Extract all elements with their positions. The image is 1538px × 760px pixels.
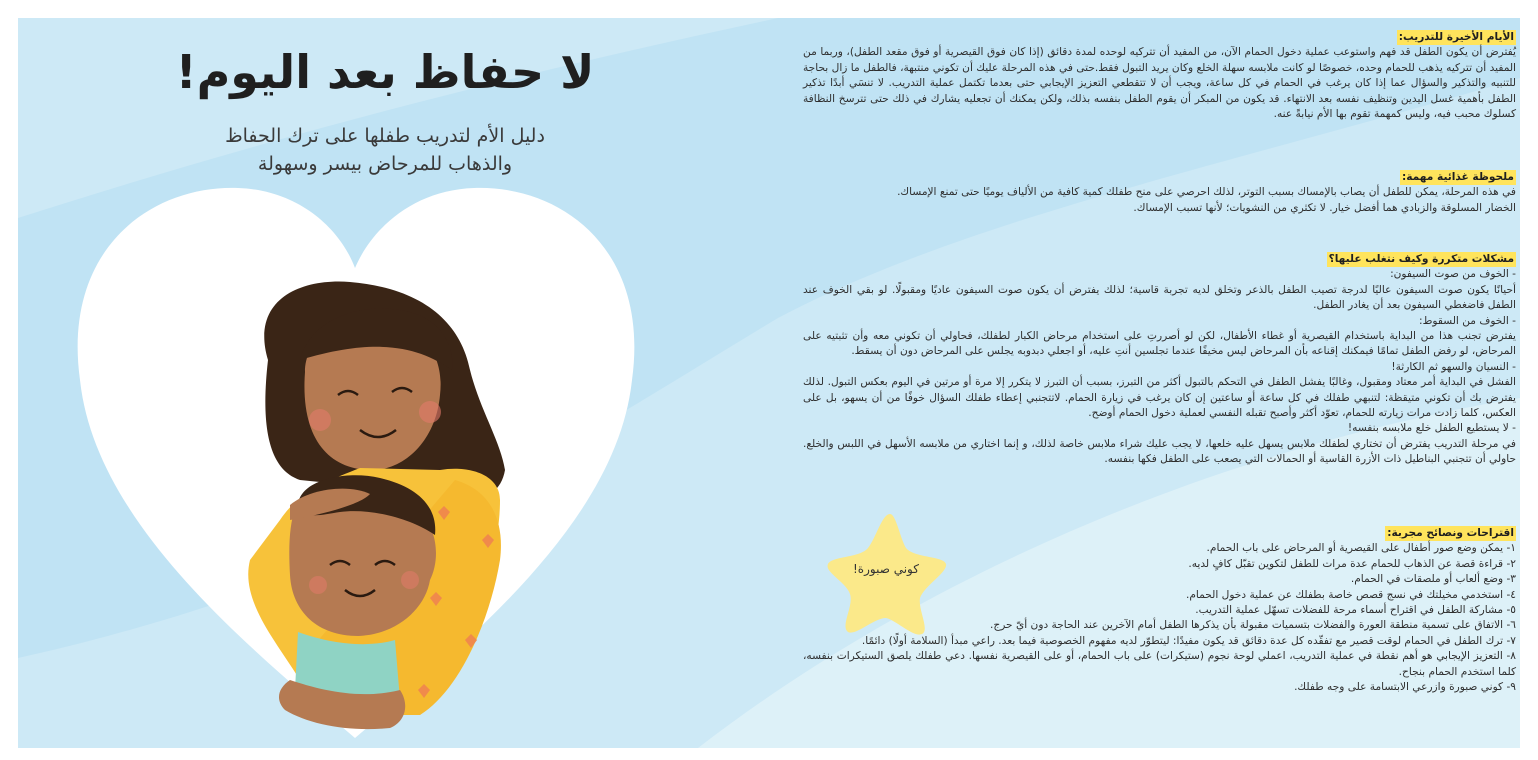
section-paragraph: في هذه المرحلة، يمكن للطفل أن يصاب بالإمساك بسبب التوتر، لذلك احرصي على منح طفلك كمية كافية من الألياف يوميًا حتى تمنع الإمساك. (897, 186, 1516, 199)
section-paragraph: يفترض تجنب هذا من البداية باستخدام القيصرية أو غطاء الأطفال، لكن لو أصررتِ على استخدام مرحاض الكبار لطفلك، فحاولي أن تكوني معه وأن تثبتيه على المرحاض، لو رفض الطفل تمامًا فيمكنك إقناعه بأن المرحاض ليس مخيفًا عندما تجلسين أنتِ عليه، أو اجعلي دبدوبه يجلس على المرحاض دون أن يسقط. (803, 330, 1516, 358)
list-item: ٥- مشاركة الطفل في اقتراح أسماء مرحة للفضلات تسهّل عملية التدريب. (1195, 604, 1516, 617)
list-item: ٧- ترك الطفل في الحمام لوقت قصير مع تفقّده كل عدة دقائق قد يكون مفيدًا: ليتطوّر لديه مفهوم الخصوصية فيما بعد. راعي مبدأ (السلامة أولًا) دائمًا. (861, 634, 1516, 647)
section-paragraph: أحيانًا يكون صوت السيفون عاليًا لدرجة تصيب الطفل بالذعر وتخلق لديه تجربة قاسية؛ لذلك يفترض أن يكون صوت السيفون عاديًا ومقبولًا. لو بقي الخوف عند الطفل فاضغطي السيفون بعد أن يغادر الطفل. (803, 283, 1516, 312)
section-paragraph: - الخوف من السقوط: (1419, 314, 1516, 327)
star-label: كوني صبورة! (853, 562, 919, 576)
section-tips (803, 526, 1516, 695)
section-paragraph: في مرحلة التدريب يفترض أن تختاري لطفلك ملابس يسهل عليه خلعها، لا يجب عليك شراء ملابس خاصة لذلك، و إنما اختاري من ملابسه الأسهل في اللبس والخلع. حاولي أن تتجنبي البناطيل ذات الأزرة القاسية أو الحمالات التي يصعب على الطفل فكها بنفسه. (803, 437, 1516, 466)
section-paragraph: - النسيان والسهو ثم الكارثة! (1391, 360, 1516, 373)
list-item: ٨- التعزيز الإيجابي هو أهم نقطة في عملية التدريب، اعملي لوحة نجوم (ستيكرات) على باب الحمام، أو على القيصرية نفسها. دعي طفلك يلصق الستيكرات بنفسه، كلما استخدم الحمام بنجاح. (803, 650, 1516, 678)
section-paragraph: - لا يستطيع الطفل خلع ملابسه بنفسه! (1347, 422, 1516, 435)
section-heading: ملحوظة غذائية مهمة: (1400, 170, 1516, 185)
list-item: ٢- قراءة قصة عن الذهاب للحمام عدة مرات للطفل لتكوين تقبّل كافٍ لديه. (1188, 557, 1516, 570)
section-final-days (803, 30, 1516, 122)
section-paragraph: الخضار المسلوقة والزبادي هما أفضل خيار. لا تكثري من النشويات؛ لأنها تسبب الإمساك. (1133, 201, 1516, 214)
subtitle-line-1: دليل الأم لتدريب طفلها على ترك الحفاظ (225, 125, 545, 147)
list-item: ٦- الاتفاق على تسمية منطقة العورة والفضلات بتسميات مقبولة بأن يذكرها الطفل أمام الآخرين عند الحاجة دون أيّ حرج. (989, 619, 1516, 632)
section-heading: مشكلات متكررة وكيف نتغلب عليها؟ (1327, 252, 1516, 267)
list-item: ١- يمكن وضع صور أطفال على القيصرية أو المرحاض على باب الحمام. (1206, 542, 1516, 555)
section-heading: الأيام الأخيرة للتدريب: (1397, 30, 1516, 45)
section-common-problems (803, 252, 1516, 468)
section-heading: اقتراحات ونصائح مجربة: (1385, 526, 1516, 541)
page-subtitle (200, 122, 570, 178)
page-title: لا حفاظ بعد اليوم! (175, 45, 595, 99)
list-item: ٣- وضع ألعاب أو ملصقات في الحمام. (1350, 573, 1516, 586)
subtitle-line-2: والذهاب للمرحاض بيسر وسهولة (257, 153, 513, 175)
section-paragraph: يُفترض أن يكون الطفل قد فهم واستوعب عملية دخول الحمام الآن، من المفيد أن تتركيه لوحده لمدة دقائق (إذا كان فوق القيصرية أو فوق مقعد الطفل)، وربما من المفيد أن تتركيه يذهب للحمام وحده، خصوصًا لو كانت ملابسه سهلة الخلع وكان يريد التبول فقط.حتى في هذه المرحلة عليك أن تكوني منتبهة، فالطفل ما زال بحاجة للتنبيه والتذكير والسؤال عما إذا كان يرغب في الحمام في كل ساعة، ويجب أن لا تتقطعي التعزيز الإيجابي حتى بعدما تكتمل عملية التدريب. لا تنسَي أبدًا تذكير الطفل بأهمية غسل اليدين وتنظيف نفسه بعد الانتهاء. قد يكون من المبكر أن يقوم الطفل بنفسه بذلك، ولكن يمكنك أن تجعليه يشارك في ذلك حتى تترسخ النظافة كسلوك محبب فيه، وليس كمهمة تقوم بها الأم نيابةً عنه. (803, 46, 1516, 121)
list-item: ٩- كوني صبورة وازرعي الابتسامة على وجه طفلك. (1294, 681, 1516, 694)
section-paragraph: - الخوف من صوت السيفون: (1390, 268, 1516, 281)
list-item: ٤- استخدمي مخيلتك في نسج قصص خاصة بطفلك عن عملية دخول الحمام. (1185, 588, 1516, 601)
section-nutrition-note (803, 170, 1516, 216)
section-paragraph: الفشل في البداية أمر معتاد ومقبول، وغالبًا يفشل الطفل في التحكم بالتبول أكثر من التبرز، بسبب أن التبرز لا يتكرر إلا مرة أو مرتين في اليوم بعكس التبول. لذلك يفترض بك أن تكوني متيقظة: لتنبهي طفلك في كل ساعة أو ساعتين إن كان يرغب في زيارة الحمام. لاتتجنبي إعطاء طفلك السؤال خوفًا من أن يسهو، بل على العكس، كلما زادت مرات زيارته للحمام، تعوّد أكثر وأصبح تقبله النفسي لعملية دخول الحمام أوضح. (803, 376, 1516, 420)
